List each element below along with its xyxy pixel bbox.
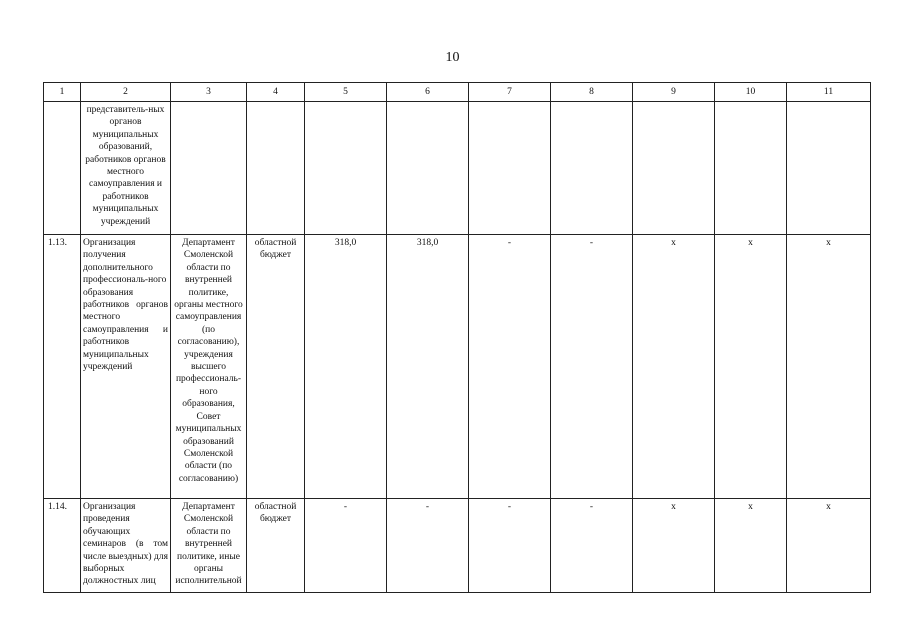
value-cell: - [387, 499, 469, 593]
executor: Департамент Смоленской области по внутренней политике, иные органы исполнительной [171, 499, 247, 593]
value-cell: - [469, 235, 551, 499]
activity-name: Организация проведения обучающих семинаров (в том числе выездных) для выборных должностных лиц [81, 499, 171, 593]
value-cell: х [633, 235, 715, 499]
value-cell [787, 102, 871, 235]
value-cell: х [787, 235, 871, 499]
page-number: 10 [445, 50, 460, 65]
table-header-row [44, 83, 871, 102]
value-cell: х [715, 499, 787, 593]
header-cell: 2 [81, 83, 171, 102]
value-cell: 318,0 [387, 235, 469, 499]
funding-source [247, 102, 305, 235]
row-number: 1.13. [44, 235, 81, 499]
value-cell: х [715, 235, 787, 499]
value-cell: - [551, 235, 633, 499]
value-cell [469, 102, 551, 235]
value-cell [387, 102, 469, 235]
header-cell: 7 [469, 83, 551, 102]
table-row [44, 235, 871, 499]
row-number: 1.14. [44, 499, 81, 593]
value-cell: - [469, 499, 551, 593]
header-cell: 10 [715, 83, 787, 102]
value-cell: - [551, 499, 633, 593]
funding-source: областной бюджет [247, 499, 305, 593]
executor [171, 102, 247, 235]
header-cell: 11 [787, 83, 871, 102]
value-cell: х [787, 499, 871, 593]
program-table [43, 82, 871, 593]
header-cell: 8 [551, 83, 633, 102]
executor: Департамент Смоленской области по внутренней политике, органы местного самоуправления (по согласованию), учреждения высшего профессиональ-ного образования, Совет муниципальных образований Смоленской области (по согласованию) [171, 235, 247, 499]
value-cell [633, 102, 715, 235]
header-cell: 3 [171, 83, 247, 102]
header-cell: 1 [44, 83, 81, 102]
header-cell: 4 [247, 83, 305, 102]
value-cell [551, 102, 633, 235]
header-cell: 6 [387, 83, 469, 102]
value-cell [715, 102, 787, 235]
value-cell: х [633, 499, 715, 593]
activity-name: представитель-ных органов муниципальных образований, работников органов местного самоуправления и работников муниципальных учреждений [81, 102, 171, 235]
value-cell: 318,0 [305, 235, 387, 499]
table-row [44, 499, 871, 593]
table-row [44, 102, 871, 235]
row-number [44, 102, 81, 235]
header-cell: 9 [633, 83, 715, 102]
header-cell: 5 [305, 83, 387, 102]
activity-name: Организация получения дополнительного профессиональ-ного образования работников органов местного самоуправления и работников муниципальных учреждений [81, 235, 171, 499]
funding-source: областной бюджет [247, 235, 305, 499]
value-cell: - [305, 499, 387, 593]
value-cell [305, 102, 387, 235]
